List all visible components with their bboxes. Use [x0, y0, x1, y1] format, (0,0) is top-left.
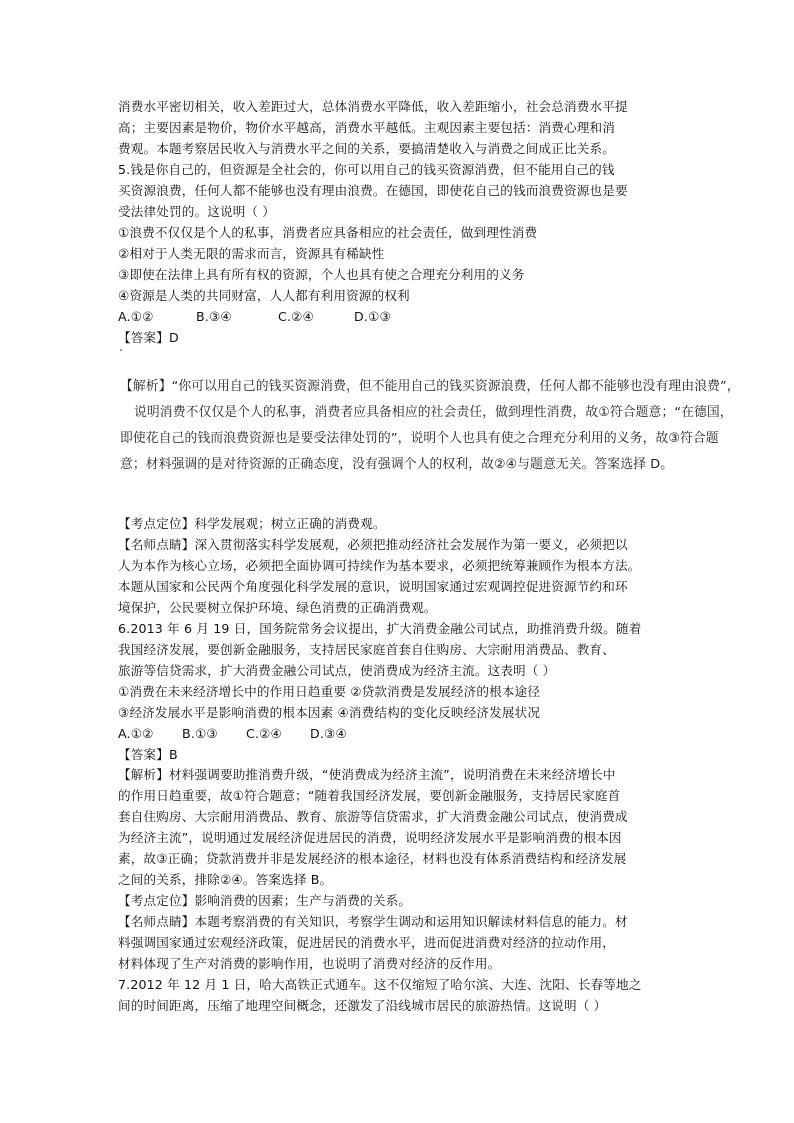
text-line: 人为本作为核心立场，必须把全面协调可持续作为基本要求，必须把统筹兼顾作为根本方法。: [118, 558, 641, 573]
question-6-options: [118, 723, 684, 744]
text-line: 【考点定位】影响消费的因素；生产与消费的关系。: [118, 893, 412, 908]
text-line: 之间的关系，排除②④。答案选择 B。: [118, 872, 333, 887]
question-6-answer: 【答案】B: [118, 747, 178, 762]
text-line: 料强调国家通过宏观经济政策，促进居民的消费水平，进而促进消费对经济的拉动作用，: [118, 935, 616, 950]
text-line: 【考点定位】科学发展观；树立正确的消费观。: [118, 516, 386, 531]
scan-line: 说明消费不仅仅是个人的私事，消费者应具备相应的社会责任，做到理性消费，故①符合题意；“在德国，: [134, 405, 733, 420]
question-7-stem: 7.2012 年 12 月 1 日，哈大高铁正式通车。这不仅缩短了哈尔滨、大连、沈阳、长春等地之: [118, 977, 642, 992]
text-line: 【名师点睛】本题考察消费的有关知识，考察学生调动和运用知识解读材料信息的能力。材: [118, 914, 628, 929]
text-line: 高；主要因素是物价，物价水平越高，消费水平越低。主观因素主要包括：消费心理和消: [118, 120, 616, 135]
statement-1: ①浪费不仅仅是个人的私事，消费者应具备相应的社会责任，做到理性消费: [118, 225, 538, 240]
scan-line: 意；材料强调的是对待资源的正确态度，没有强调个人的权利，故②④与题意无关。答案选择 D。: [120, 457, 674, 472]
text-line: 【名师点睛】深入贯彻落实科学发展观，必须把推动经济社会发展作为第一要义，必须把以: [118, 537, 628, 552]
scan-artifact-dot: [120, 349, 122, 351]
text-line: 【解析】材料强调要助推消费升级，“使消费成为经济主流”，说明消费在未来经济增长中: [118, 767, 616, 782]
text-line: 的作用日趋重要，故①符合题意；“随着我国经济发展，要创新金融服务，支持居民家庭首: [118, 788, 621, 803]
option-b: B.①③: [182, 726, 218, 741]
statement-3: ③即使在法律上具有所有权的资源，个人也具有使之合理充分利用的义务: [118, 267, 525, 282]
text-line: 买资源浪费，任何人都不能够也没有理由浪费。在德国，即使花自己的钱而浪费资源也是要: [118, 183, 628, 198]
option-b: B.③④: [196, 309, 232, 324]
text-line: 我国经济发展，要创新金融服务，支持居民家庭首套自住购房、大宗耐用消费品、教育、: [118, 642, 616, 657]
text-line: 本题从国家和公民两个角度强化科学发展的意识，说明国家通过宏观调控促进资源节约和环: [118, 579, 628, 594]
scanned-analysis-block: [120, 374, 770, 478]
statements-1-2: ①消费在未来经济增长中的作用日趋重要 ②贷款消费是发展经济的根本途径: [118, 684, 541, 699]
option-c: C.②④: [278, 309, 314, 324]
text-block-top: [118, 96, 684, 348]
text-block-middle: [118, 513, 684, 765]
text-line: 材料体现了生产对消费的影响作用，也说明了消费对经济的反作用。: [118, 956, 501, 971]
text-block-bottom: [118, 764, 684, 1016]
text-line: 境保护，公民要树立保护环境、绿色消费的正确消费观。: [118, 600, 437, 615]
text-line: 费观。本题考察居民收入与消费水平之间的关系，要搞清楚收入与消费之间成正比关系。: [118, 141, 616, 156]
scan-line: 即使花自己的钱而浪费资源也是要受法律处罚的”，说明个人也具有使之合理充分利用的义务，故③符合题: [120, 431, 719, 446]
statement-2: ②相对于人类无限的需求而言，资源具有稀缺性: [118, 246, 385, 261]
question-5-stem: 5.钱是你自己的，但资源是全社会的，你可以用自己的钱买资源消费，但不能用自己的钱: [118, 162, 615, 177]
option-d: D.③④: [310, 726, 347, 741]
text-line: 素，故③正确；贷款消费并非是发展经济的根本途径，材料也没有体系消费结构和经济发展: [118, 851, 627, 866]
option-c: C.②④: [246, 726, 282, 741]
question-5-answer: 【答案】D: [118, 330, 179, 345]
text-line: 消费水平密切相关，收入差距过大，总体消费水平降低，收入差距缩小，社会总消费水平提: [118, 99, 628, 114]
option-d: D.①③: [354, 309, 391, 324]
text-line: 受法律处罚的。这说明（ ）: [118, 204, 276, 219]
statements-3-4: ③经济发展水平是影响消费的根本因素 ④消费结构的变化反映经济发展状况: [118, 705, 541, 720]
option-a: A.①②: [118, 726, 154, 741]
text-line: 间的时间距离，压缩了地理空间概念，还激发了沿线城市居民的旅游热情。这说明（ ）: [118, 998, 607, 1013]
statement-4: ④资源是人类的共同财富，人人都有利用资源的权利: [118, 288, 410, 303]
scan-line: 【解析】“你可以用自己的钱买资源消费，但不能用自己的钱买资源浪费，任何人都不能够也没有理由浪费”，: [120, 379, 740, 394]
text-line: 旅游等信贷需求，扩大消费金融公司试点，使消费成为经济主流。这表明（ ）: [118, 663, 556, 678]
text-line: 套自住购房、大宗耐用消费品、教育、旅游等信贷需求，扩大消费金融公司试点，使消费成: [118, 809, 628, 824]
question-5-options: [118, 306, 684, 327]
text-line: 为经济主流”，说明通过发展经济促进居民的消费，说明经济发展水平是影响消费的根本因: [118, 830, 622, 845]
question-6-stem: 6.2013 年 6 月 19 日，国务院常务会议提出，扩大消费金融公司试点，助推消费升级。随着: [118, 621, 642, 636]
option-a: A.①②: [118, 309, 154, 324]
